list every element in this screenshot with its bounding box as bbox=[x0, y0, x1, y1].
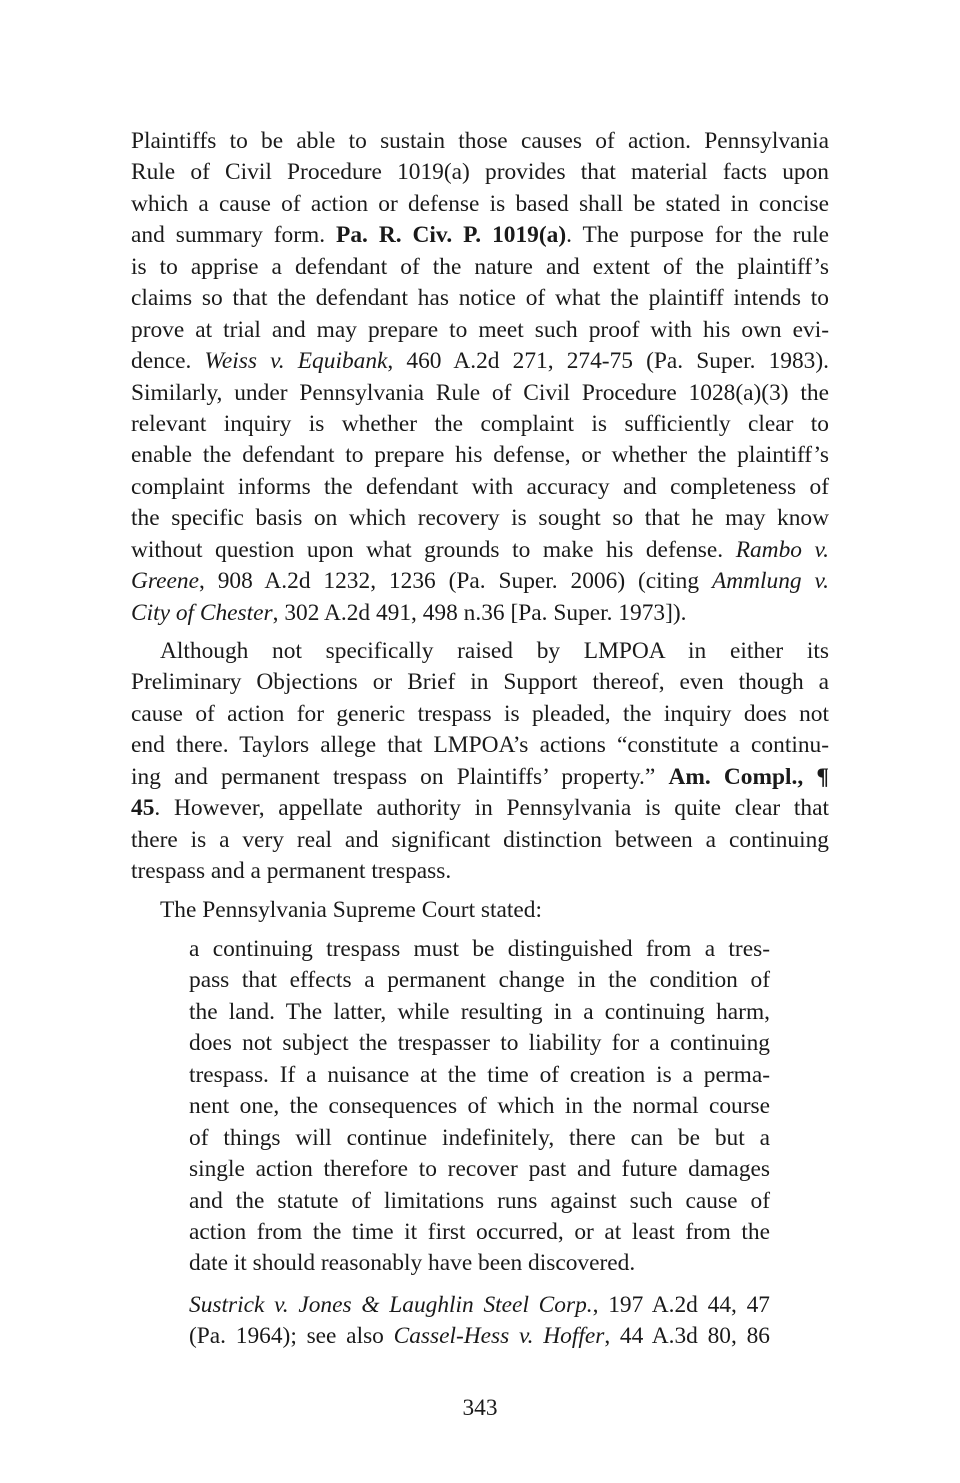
text-line bbox=[131, 566, 829, 597]
text-line: enable the defendant to prepare his defense, or whether the plaintiff’s bbox=[131, 442, 829, 469]
case-name: Ammlung v. bbox=[711, 568, 829, 595]
quote-line: pass that effects a permanent change in the condition of bbox=[189, 967, 770, 994]
case-name: Cassel-Hess v. Hoffer bbox=[393, 1323, 605, 1350]
text-line: trespass and a permanent trespass. bbox=[131, 858, 452, 885]
text-run: (Pa. 1964); see also bbox=[189, 1323, 394, 1350]
text-run: , 197 A.2d 44, 47 bbox=[592, 1292, 770, 1318]
case-name: Greene bbox=[131, 568, 199, 595]
text-line: claims so that the defendant has notice of what the plaintiff intends to bbox=[131, 285, 829, 312]
complaint-citation: Am. Compl., ¶ bbox=[668, 763, 829, 790]
text-line: the specific basis on which recovery is sought so that he may know bbox=[131, 505, 829, 532]
case-name: City of Chester bbox=[131, 599, 273, 626]
quote-line: trespass. If a nuisance at the time of creation is a perma- bbox=[189, 1061, 770, 1088]
quote-line: the land. The latter, while resulting in a continuing harm, bbox=[189, 998, 770, 1025]
text-line: cause of action for generic trespass is pleaded, the inquiry does not bbox=[131, 700, 829, 727]
text-run: without question upon what grounds to make his defense. bbox=[131, 536, 736, 563]
text-line: is to apprise a defendant of the nature and extent of the plaintiff’s bbox=[131, 253, 829, 280]
rule-citation: Pa. R. Civ. P. 1019(a) bbox=[336, 222, 567, 249]
text-run: , 460 A.2d 271, 274-75 (Pa. Super. 1983). bbox=[387, 348, 829, 375]
case-name: Weiss v. Equibank bbox=[204, 348, 388, 375]
quote-line: nent one, the consequences of which in the normal course bbox=[189, 1093, 770, 1120]
text-line: Similarly, under Pennsylvania Rule of Civil Procedure 1028(a)(3) the bbox=[131, 379, 829, 406]
quote-line: single action therefore to recover past and future damages bbox=[189, 1156, 770, 1183]
paragraph-trespass bbox=[131, 636, 829, 888]
text-line bbox=[131, 762, 829, 793]
text-run: , 44 A.3d 80, 86 bbox=[604, 1323, 770, 1350]
paragraph-court-intro bbox=[131, 895, 829, 926]
page-number: 343 bbox=[462, 1395, 498, 1421]
text-line: relevant inquiry is whether the complaint is sufficiently clear to bbox=[131, 410, 829, 437]
quote-citation bbox=[189, 1290, 770, 1353]
text-run: , 302 A.2d 491, 498 n.36 [Pa. Super. 1973]). bbox=[272, 599, 687, 626]
quote-line: a continuing trespass must be distinguished from a tres- bbox=[189, 936, 770, 962]
case-name: Sustrick v. Jones & Laughlin Steel Corp. bbox=[189, 1292, 593, 1318]
text-run: and summary form. bbox=[131, 222, 337, 249]
text-line: Plaintiffs to be able to sustain those causes of action. Pennsylvania bbox=[131, 128, 829, 154]
citation-line bbox=[189, 1290, 770, 1321]
quote-line: date it should reasonably have been discovered. bbox=[189, 1250, 636, 1277]
text-line: Although not specifically raised by LMPOA in either its bbox=[160, 638, 829, 664]
text-line: The Pennsylvania Supreme Court stated: bbox=[160, 897, 542, 923]
block-quote bbox=[189, 934, 770, 1280]
text-line: Rule of Civil Procedure 1019(a) provides that material facts upon bbox=[131, 159, 829, 186]
quote-line: action from the time it first occurred, or at least from the bbox=[189, 1218, 770, 1245]
text-line bbox=[131, 535, 829, 566]
text-line: there is a very real and significant distinction between a continuing bbox=[131, 826, 829, 853]
text-line: end there. Taylors allege that LMPOA’s actions “constitute a continu- bbox=[131, 732, 829, 759]
text-line: complaint informs the defendant with accuracy and completeness of bbox=[131, 473, 829, 500]
text-run: ing and permanent trespass on Plaintiffs’ property.” bbox=[131, 763, 669, 790]
paragraph-civil-procedure bbox=[131, 126, 829, 629]
text-run: . However, appellate authority in Pennsylvania is quite clear that bbox=[154, 795, 829, 822]
quote-line: does not subject the trespasser to liability for a continuing bbox=[189, 1030, 770, 1057]
complaint-citation: 45 bbox=[131, 795, 155, 822]
case-name: Rambo v. bbox=[735, 536, 830, 563]
text-line bbox=[131, 220, 829, 251]
text-run: dence. bbox=[131, 348, 205, 375]
text-line: prove at trial and may prepare to meet such proof with his own evi- bbox=[131, 316, 829, 343]
text-line: which a cause of action or defense is based shall be stated in concise bbox=[131, 190, 829, 217]
quote-line: of things will continue indefinitely, there can be but a bbox=[189, 1124, 770, 1151]
text-line: Preliminary Objections or Brief in Support thereof, even though a bbox=[131, 669, 829, 696]
text-run: , 908 A.2d 1232, 1236 (Pa. Super. 2006) (citing bbox=[198, 568, 712, 595]
text-run: . The purpose for the rule bbox=[566, 222, 829, 249]
text-line bbox=[131, 793, 829, 824]
text-line bbox=[131, 598, 829, 629]
text-line bbox=[131, 346, 829, 377]
citation-line bbox=[189, 1321, 770, 1352]
quote-line: and the statute of limitations runs against such cause of bbox=[189, 1187, 770, 1214]
